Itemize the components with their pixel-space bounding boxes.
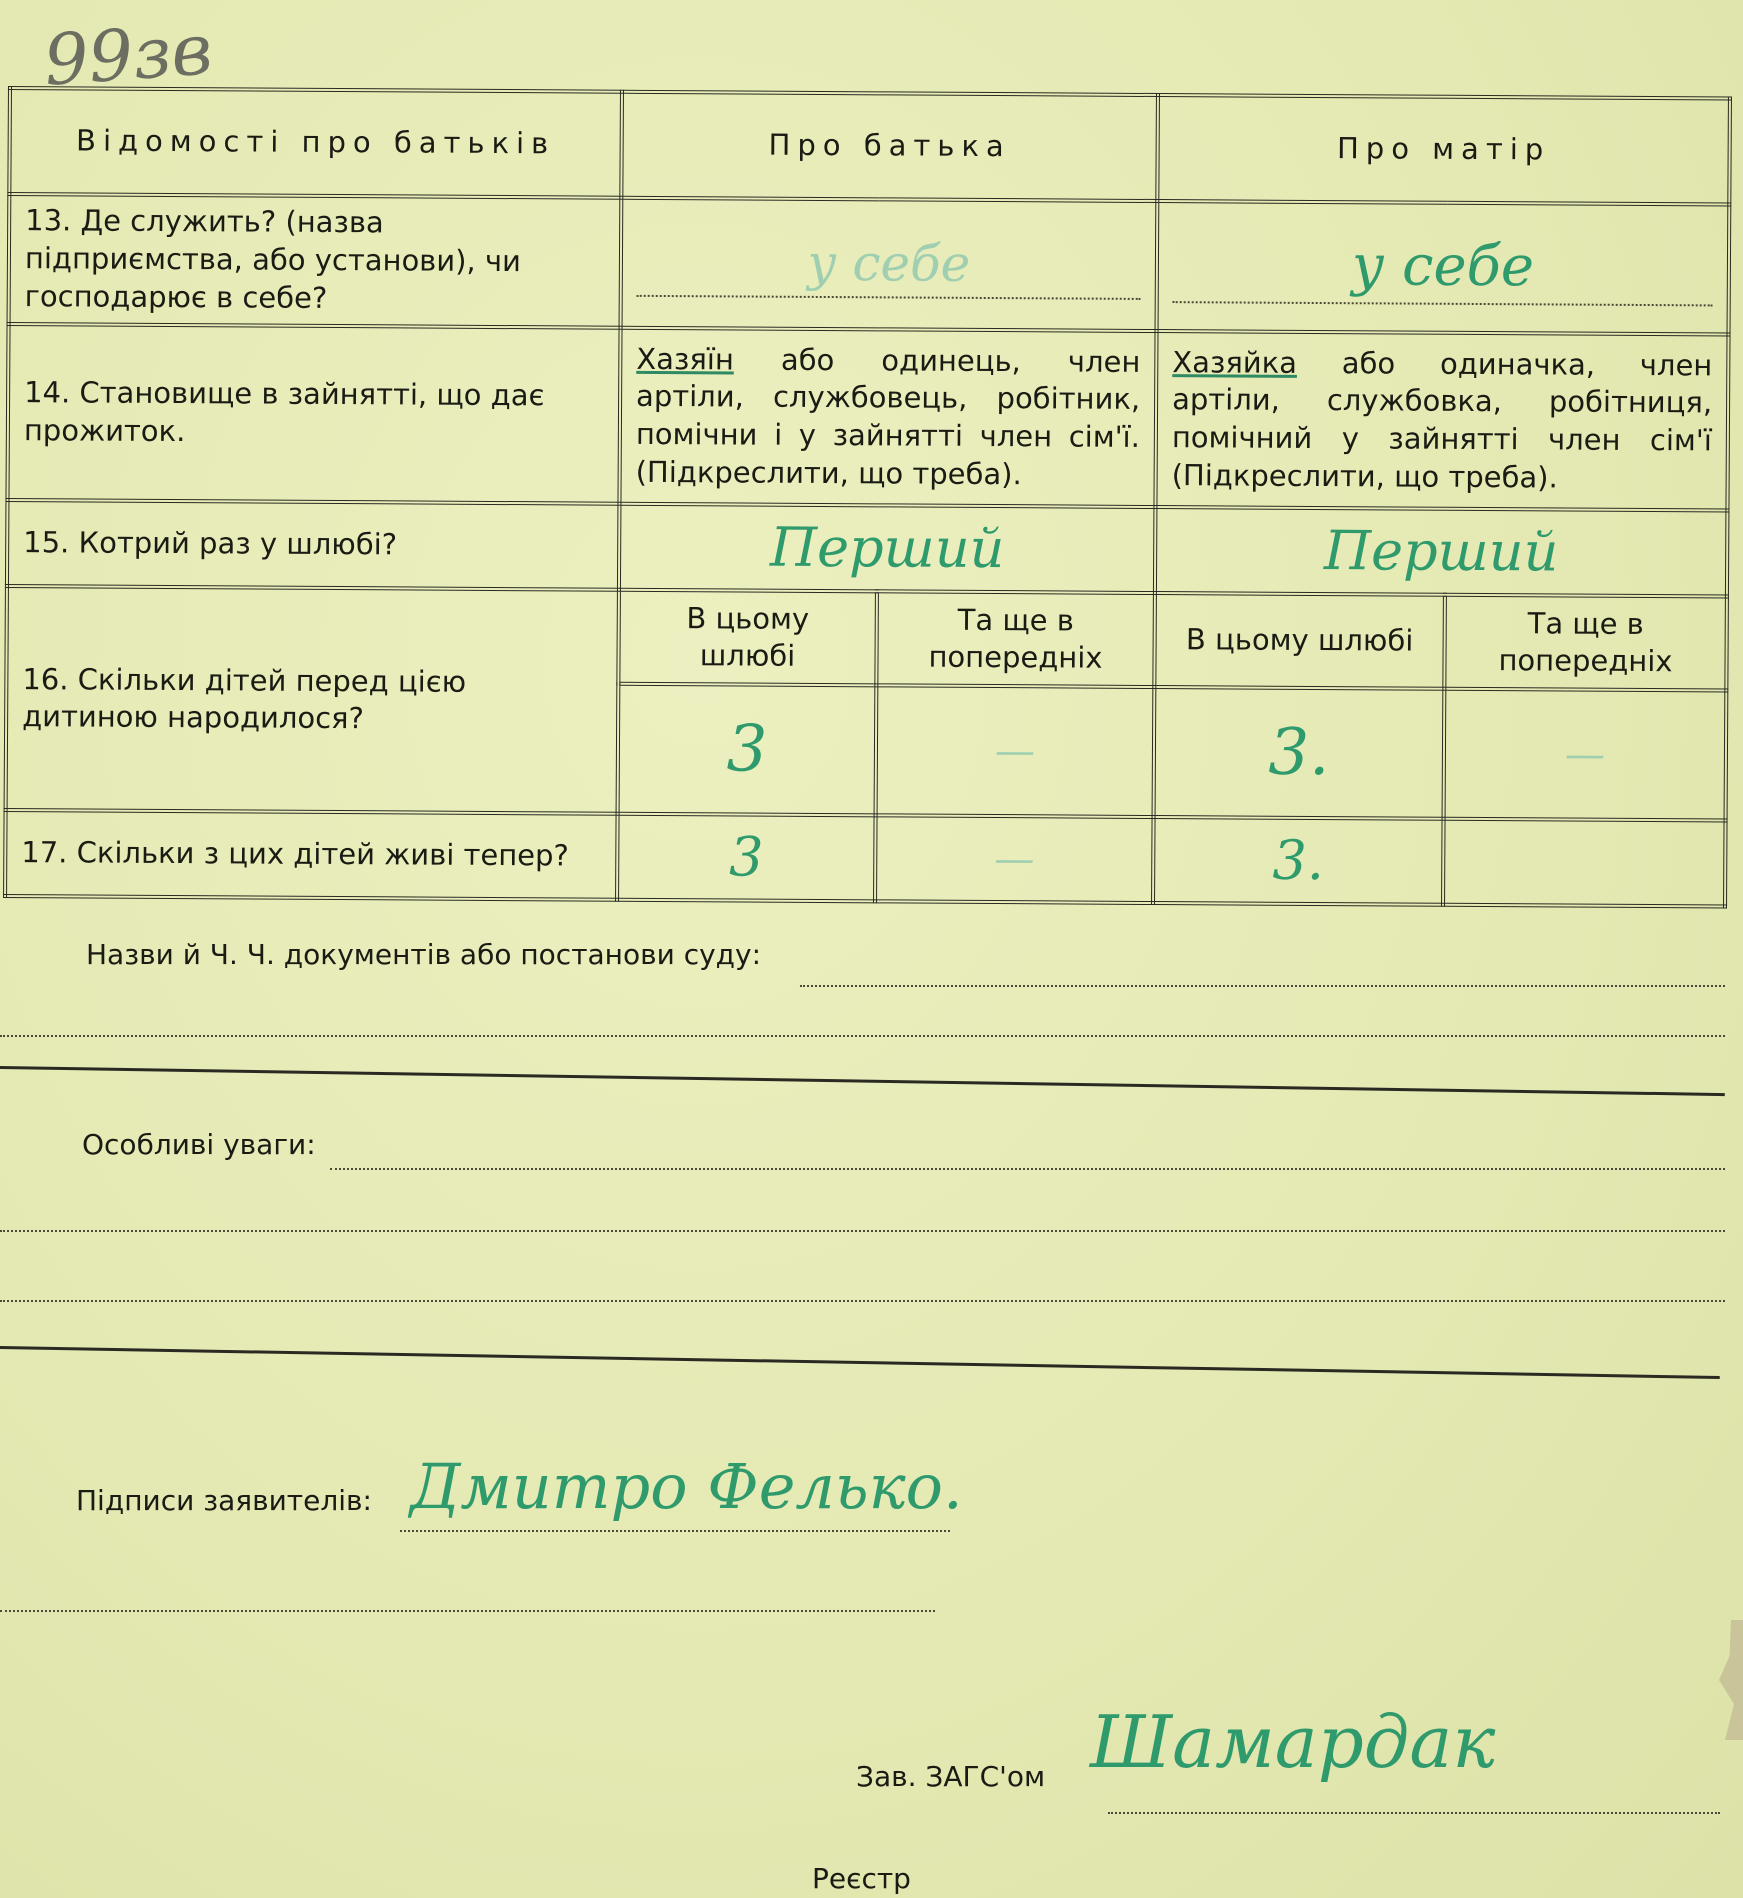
row-17	[5, 810, 1726, 907]
mother-marriage-count: Перший	[1155, 507, 1728, 597]
zags-label: Зав. ЗАГС'ом	[856, 1760, 1046, 1793]
registrar-label: Реєстр	[812, 1862, 911, 1895]
remarks-label: Особливі уваги:	[82, 1128, 316, 1161]
header-mother: Про матір	[1157, 95, 1730, 204]
mother-status-underlined: Хазяйка	[1172, 344, 1298, 380]
father-children-alive-this: 3	[617, 814, 876, 902]
mother-occupation-status: Хазяйка або одиначка, член артіли, службовка, робітниця, помічний у зайнятті член сім'ї (Підкреслити, що треба).	[1155, 331, 1728, 510]
signatures-label: Підписи заявителів:	[76, 1484, 372, 1517]
father-sub-this-marriage: В цьому шлюбі	[618, 590, 877, 686]
question-16: 16. Скільки дітей перед цією дитиною народилося?	[6, 586, 619, 814]
section-rule-2	[0, 1346, 1720, 1379]
table-header-row	[9, 88, 1730, 205]
section-rule-1	[0, 1066, 1725, 1096]
mother-sub-previous: Та ще в попередніх	[1444, 595, 1727, 691]
documents-label: Назви й Ч. Ч. документів або постанови суду:	[86, 938, 762, 971]
mother-children-prev: —	[1444, 689, 1727, 821]
parents-info-table	[3, 86, 1732, 909]
mother-children-this: 3.	[1154, 687, 1445, 819]
father-marriage-count: Перший	[619, 504, 1156, 593]
documents-line	[800, 985, 1725, 987]
remarks-line-3	[0, 1300, 1725, 1302]
mother-children-alive-this: 3.	[1153, 817, 1444, 905]
father-children-this: 3	[618, 684, 877, 816]
row-14	[7, 324, 1728, 511]
question-14: 14. Становище в зайнятті, що дає прожиток.	[7, 324, 620, 504]
remarks-line	[330, 1168, 1725, 1170]
mother-sub-this-marriage: В цьому шлюбі	[1154, 593, 1445, 689]
row-16-subheader	[6, 586, 1727, 691]
question-13: 13. Де служить? (назва підприємства, або установи), чи господарює в себе?	[9, 194, 622, 328]
father-occupation-status: Хазяїн або одинець, член артіли, службовець, робітник, помічни і у зайнятті член сім'ї. (Підкреслити, що треба).	[619, 328, 1156, 507]
torn-edge	[1713, 1620, 1743, 1740]
signature-line-2	[0, 1610, 935, 1612]
applicant-signature: Дмитро Фелько.	[410, 1450, 963, 1523]
header-parents-info: Відомості про батьків	[9, 88, 622, 198]
signature-line	[400, 1530, 950, 1532]
mother-children-alive-prev	[1443, 819, 1726, 907]
father-children-alive-prev: —	[875, 816, 1154, 904]
father-sub-previous: Та ще в попередніх	[876, 592, 1155, 688]
row-13	[9, 194, 1730, 335]
zags-signature: Шамардак	[1090, 1700, 1496, 1784]
father-status-underlined: Хазяїн	[636, 341, 734, 377]
zags-line	[1108, 1812, 1720, 1814]
mother-workplace: у себе	[1157, 201, 1730, 334]
father-workplace: у себе	[621, 198, 1158, 331]
remarks-line-2	[0, 1230, 1725, 1232]
question-15: 15. Котрий раз у шлюбі?	[7, 500, 620, 590]
documents-line-2	[0, 1035, 1725, 1037]
header-father: Про батька	[621, 92, 1158, 201]
archive-page-number: 99зв	[41, 8, 215, 102]
father-children-prev: —	[876, 686, 1155, 818]
question-17: 17. Скільки з цих дітей живі тепер?	[5, 810, 618, 900]
row-15	[7, 500, 1728, 597]
